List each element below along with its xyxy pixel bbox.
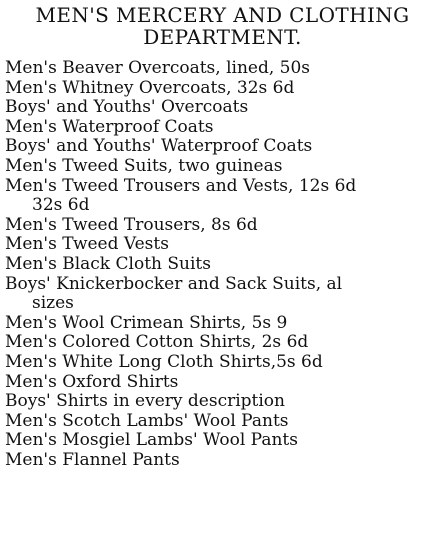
list-item: Men's Wool Crimean Shirts, 5s 9 [5,312,288,333]
list-item: Men's Tweed Trousers and Vests, 12s 6d [5,175,357,196]
department-heading [0,4,445,48]
list-item: Men's Mosgiel Lambs' Wool Pants [5,430,298,451]
list-item: Boys' Knickerbocker and Sack Suits, al [5,273,343,294]
heading-line-1: MEN'S MERCERY AND CLOTHING [35,3,410,27]
list-item: Men's Oxford Shirts [5,371,179,392]
list-item-continuation: sizes [32,293,74,314]
list-item: Men's Black Cloth Suits [5,253,211,274]
list-item: Men's Tweed Vests [5,234,169,255]
list-item: Boys' Shirts in every description [5,391,285,412]
list-item: Men's Tweed Trousers, 8s 6d [5,214,258,235]
list-item: Men's Colored Cotton Shirts, 2s 6d [5,332,309,353]
heading-line-2: DEPARTMENT. [143,25,302,49]
list-item: Men's Beaver Overcoats, lined, 50s [5,58,311,78]
list-item: Men's Flannel Pants [5,449,180,470]
list-item-continuation: 32s 6d [32,195,90,216]
list-item: Men's Scotch Lambs' Wool Pants [5,410,289,431]
list-item: Boys' and Youths' Overcoats [5,97,249,118]
list-item: Boys' and Youths' Waterproof Coats [5,136,313,157]
list-item: Men's Whitney Overcoats, 32s 6d [5,77,295,98]
list-item: Men's White Long Cloth Shirts,5s 6d [5,351,323,372]
list-item: Men's Waterproof Coats [5,116,214,137]
list-item: Men's Tweed Suits, two guineas [5,155,283,176]
clothing-item-list [5,59,443,470]
